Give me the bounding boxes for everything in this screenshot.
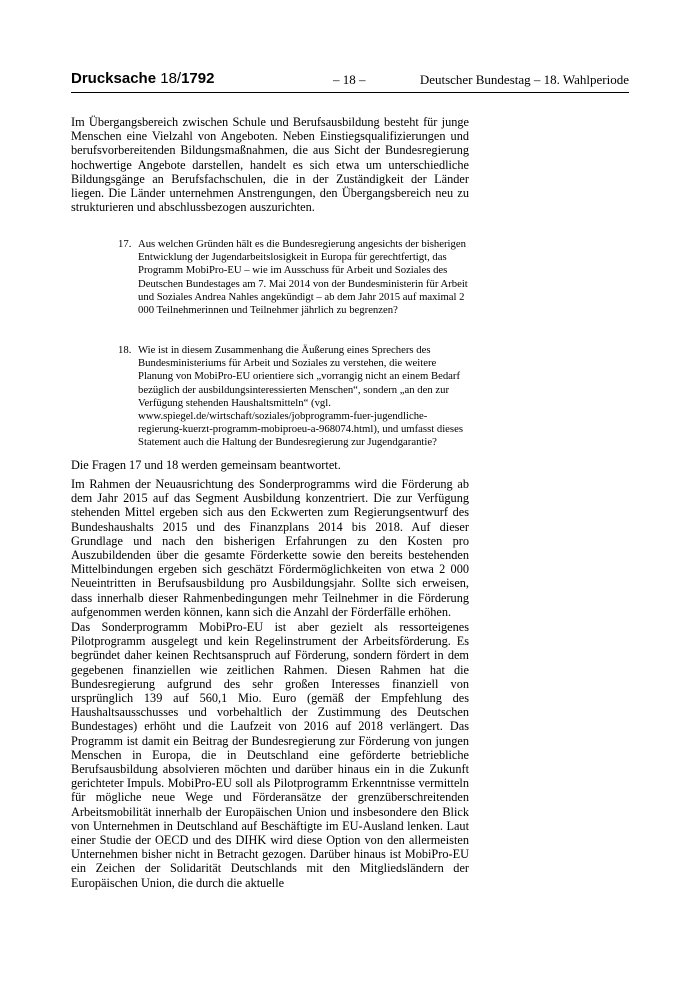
doc-number-prefix: 18/ xyxy=(160,70,182,87)
intro-paragraph: Im Übergangsbereich zwischen Schule und Berufsausbildung besteht für junge Menschen eine Vielzahl von Angeboten. Neben Einstiegsqualifizierungen und berufsvorbereitenden Bildungsmaßnahmen, die aus Sicht der Bundesregierung hochwertige Angebote darstellen, handelt es sich etwa um unterschiedliche Bildungsgänge an Berufsfachschulen, die in der Zuständigkeit der Länder liegen. Die Länder unternehmen Anstrengungen, den Übergangsbereich neu zu strukturieren und abschlussbezogen auszurichten. xyxy=(71,115,469,215)
question-18 xyxy=(118,344,469,450)
parliament-label: Deutscher Bundestag – 18. Wahlperiode xyxy=(419,72,629,87)
doc-label: Drucksache xyxy=(71,70,157,87)
question-number: 17. xyxy=(118,238,132,250)
answer-paragraph-2: Das Sonderprogramm MobiPro-EU ist aber gezielt als ressorteigenes Pilotprogramm ausgelegt und kein Regelinstrument der Arbeitsförderung. Es begründet daher keinen Rechtsanspruch auf Förderung, sondern fördert in dem gegebenen finanziellen wie zeitlichen Rahmen. Diesen Rahmen hat die Bundesregierung aufgrund des sehr großen Interesses finanziell von ursprünglich 139 auf 560,1 Mio. Euro (gemäß der Empfehlung des Haushaltsausschusses und vorbehaltlich der Zustimmung des Deutschen Bundestages) erhöht und die Laufzeit von 2016 auf 2018 verlängert. Das Programm ist damit ein Beitrag der Bundesregierung zur Förderung von jungen Menschen in Europa, die in Deutschland eine geförderte betriebliche Berufsausbildung absolvieren möchten und darüber hinaus ein in die Zukunft gerichteter Impuls. MobiPro-EU soll als Pilotprogramm Erkenntnisse vermitteln für mögliche neue Wege und Förderansätze der grenzüberschreitenden Arbeitsmobilität innerhalb der Europäischen Union und insbesondere den Blick von Unternehmen in Deutschland auf Beschäftigte im EU-Ausland lenken. Laut einer Studie der OECD und des DIHK wird diese Option von den allermeisten Unternehmen bisher nicht in Betracht gezogen. Darüber hinaus ist MobiPro-EU ein Zeichen der Solidarität Deutschlands mit den Mitgliedsländern der Europäischen Union, die durch die aktuelle xyxy=(71,620,469,890)
page-number: – 18 – xyxy=(333,72,366,87)
page-header xyxy=(71,70,629,93)
question-17 xyxy=(118,238,469,317)
question-number: 18. xyxy=(118,344,132,356)
question-text: Wie ist in diesem Zusammenhang die Äußerung eines Sprechers des Bundesministeriums für Arbeit und Soziales zu verstehen, die weitere Planung von MobiPro-EU orientiere sich „vorrangig nicht an einem Bedarf bezüglich der ausbildungsinteressierten Menschen“, sondern „an den zur Verfügung stehenden Haushaltsmitteln“ (vgl. www.spiegel.de/wirtschaft/soziales/jobprogramm-fuer-jugendliche-regierung-kuerzt-programm-mobiproeu-a-968074.html), und umfasst dieses Statement auch die Haltung der Bundesregierung zur Jugendgarantie? xyxy=(138,344,463,449)
answer-paragraph-1: Im Rahmen der Neuausrichtung des Sonderprogramms wird die Förderung ab dem Jahr 2015 auf das Segment Ausbildung konzentriert. Die zur Verfügung stehenden Mittel ergeben sich aus den Eckwerten zum Regierungsentwurf des Bundeshaushalts 2015 und des Finanzplans 2014 bis 2018. Auf dieser Grundlage und nach den bisherigen Erfahrungen zu den Kosten pro Auszubildenden über die gesamte Förderkette sowie den bereits bestehenden Mittelbindungen ergeben sich geschätzt Fördermöglichkeiten von etwa 2 000 Neueintritten in Berufsausbildung pro Ausbildungsjahr. Sollte sich erweisen, dass innerhalb dieser Rahmenbedingungen mehr Teilnehmer in die Förderung aufgenommen werden können, kann sich die Anzahl der Förderfälle erhöhen. xyxy=(71,477,469,619)
question-text: Aus welchen Gründen hält es die Bundesregierung angesichts der bisherigen Entwicklung der Jugendarbeitslosigkeit in Europa für gerechtfertigt, das Programm MobiPro-EU – wie im Ausschuss für Arbeit und Soziales des Deutschen Bundestages am 7. Mai 2014 von der Bundesministerin für Arbeit und Soziales Andrea Nahles angekündigt – ab dem Jahr 2015 auf maximal 2 000 Teilnehmerinnen und Teilnehmer jährlich zu begrenzen? xyxy=(138,238,468,317)
answer-intro: Die Fragen 17 und 18 werden gemeinsam beantwortet. xyxy=(71,458,341,472)
document-number xyxy=(71,70,214,87)
doc-number-main: 1792 xyxy=(181,70,215,87)
